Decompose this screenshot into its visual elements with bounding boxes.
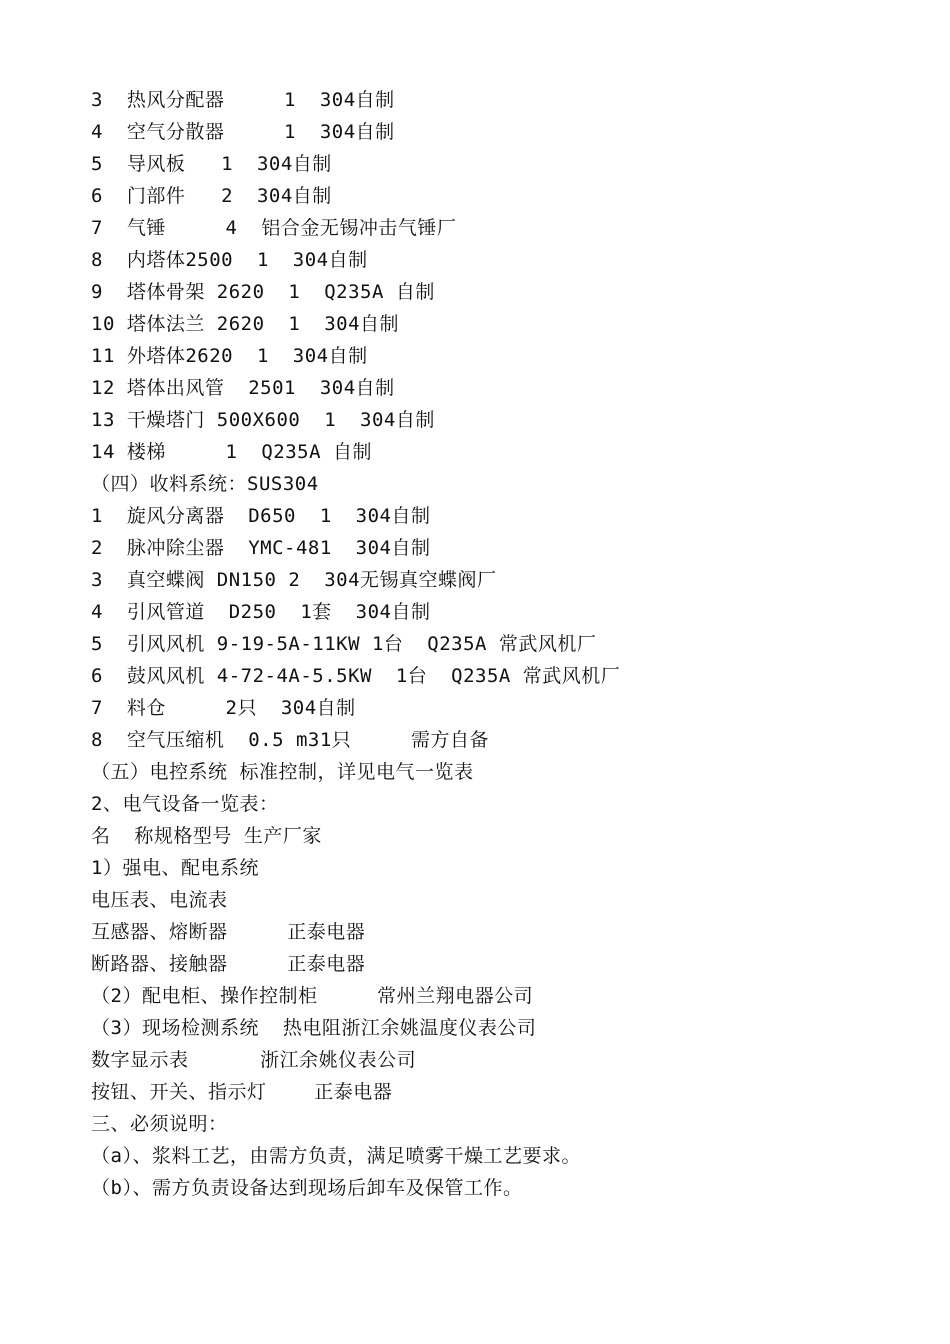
text-line: （b）、需方负责设备达到现场后卸车及保管工作。	[91, 1177, 523, 1199]
text-line: 13 干燥塔门 500X600 1 304自制	[91, 409, 435, 431]
text-line: 按钮、开关、指示灯 正泰电器	[91, 1081, 393, 1103]
text-line: （四）收料系统：SUS304	[91, 473, 319, 495]
text-line: 8 内塔体2500 1 304自制	[91, 249, 368, 271]
text-line: （2）配电柜、操作控制柜 常州兰翔电器公司	[91, 985, 534, 1007]
text-line: 5 导风板 1 304自制	[91, 153, 332, 175]
text-line: 7 气锤 4 铝合金无锡冲击气锤厂	[91, 217, 457, 239]
text-line: 名 称规格型号 生产厂家	[91, 825, 322, 847]
text-line: 4 引风管道 D250 1套 304自制	[91, 601, 431, 623]
text-line: 1 旋风分离器 D650 1 304自制	[91, 505, 431, 527]
text-line: 电压表、电流表	[91, 889, 228, 911]
text-line: 2 脉冲除尘器 YMC-481 304自制	[91, 537, 431, 559]
text-line: （3）现场检测系统 热电阻浙江余姚温度仪表公司	[91, 1017, 537, 1039]
text-line: 12 塔体出风管 2501 304自制	[91, 377, 395, 399]
text-line: 1）强电、配电系统	[91, 857, 259, 879]
text-line: 数字显示表 浙江余姚仪表公司	[91, 1049, 417, 1071]
text-line: （a）、浆料工艺，由需方负责，满足喷雾干燥工艺要求。	[91, 1145, 581, 1167]
text-line: 3 热风分配器 1 304自制	[91, 89, 395, 111]
text-line: 三、必须说明：	[91, 1113, 228, 1135]
document-body	[91, 84, 911, 1204]
text-line: 10 塔体法兰 2620 1 304自制	[91, 313, 400, 335]
text-line: 6 门部件 2 304自制	[91, 185, 332, 207]
text-line: 2、电气设备一览表：	[91, 793, 279, 815]
text-line: 4 空气分散器 1 304自制	[91, 121, 395, 143]
text-line: 8 空气压缩机 0.5 m31只 需方自备	[91, 729, 489, 751]
text-line: 断路器、接触器 正泰电器	[91, 953, 366, 975]
text-line: 6 鼓风风机 4-72-4A-5.5KW 1台 Q235A 常武风机厂	[91, 665, 621, 687]
text-line: 3 真空蝶阀 DN150 2 304无锡真空蝶阀厂	[91, 569, 497, 591]
text-line: 9 塔体骨架 2620 1 Q235A 自制	[91, 281, 435, 303]
text-line: 14 楼梯 1 Q235A 自制	[91, 441, 372, 463]
text-line: 5 引风风机 9-19-5A-11KW 1台 Q235A 常武风机厂	[91, 633, 597, 655]
text-line: （五）电控系统 标准控制，详见电气一览表	[91, 761, 474, 783]
text-line: 互感器、熔断器 正泰电器	[91, 921, 366, 943]
text-line: 7 料仓 2只 304自制	[91, 697, 356, 719]
text-line: 11 外塔体2620 1 304自制	[91, 345, 368, 367]
